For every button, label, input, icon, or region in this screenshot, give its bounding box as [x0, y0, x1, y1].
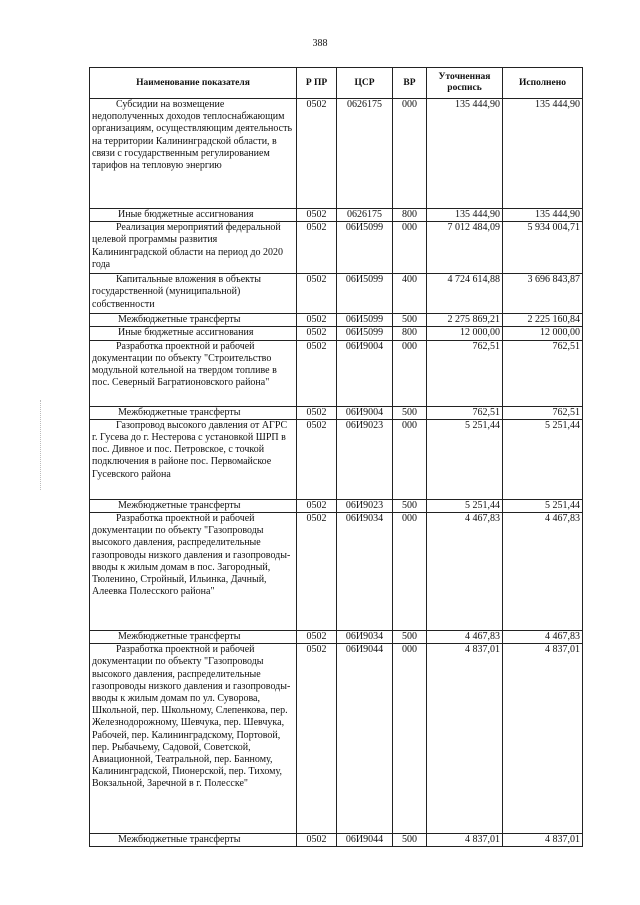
- table-row: [90, 314, 583, 327]
- table-row: [90, 274, 583, 314]
- table-header-row: [90, 68, 583, 99]
- cell-executed: 762,51: [503, 406, 583, 419]
- cell-rpr: 0502: [297, 327, 337, 340]
- cell-name: Субсидии на возмещение недополученных доходов теплоснабжающим организациям, осуществляющим деятельность на территории Калининградской области, в связи с государственным регулированием тарифов на тепловую энергию: [90, 99, 297, 209]
- scan-artifact: [40, 400, 43, 490]
- cell-name: Реализация мероприятий федеральной целевой программы развития Калининградской области на период до 2020 года: [90, 222, 297, 274]
- table-row: [90, 419, 583, 499]
- cell-vr: 800: [393, 209, 427, 222]
- cell-csr: 0626175: [337, 99, 393, 209]
- cell-executed: 762,51: [503, 340, 583, 406]
- cell-rpr: 0502: [297, 631, 337, 644]
- cell-csr: 06И9034: [337, 513, 393, 631]
- cell-name: Газопровод высокого давления от АГРС г. Гусева до г. Нестерова с установкой ШРП в пос. Дивное и пос. Петровское, с точкой подключения в районе пос. Первомайское Гусевского района: [90, 419, 297, 499]
- cell-csr: 06И9034: [337, 631, 393, 644]
- cell-csr: 06И9004: [337, 406, 393, 419]
- cell-vr: 000: [393, 419, 427, 499]
- cell-csr: 06И5099: [337, 314, 393, 327]
- cell-csr: 06И9004: [337, 340, 393, 406]
- table-row: [90, 222, 583, 274]
- cell-planned: 2 275 869,21: [427, 314, 503, 327]
- cell-rpr: 0502: [297, 274, 337, 314]
- cell-rpr: 0502: [297, 644, 337, 834]
- cell-planned: 4 837,01: [427, 644, 503, 834]
- cell-name: Межбюджетные трансферты: [90, 406, 297, 419]
- cell-name: Разработка проектной и рабочей документации по объекту "Газопроводы высокого давления, распределительные газопроводы низкого давления и газопроводы-вводы к жилым домам по ул. Суворова, Школьной, пер. Школьному, Слепенкова, пер. Железнодорожному, Шевчука, пер. Шевчука, Рабочей, пер. Калининградскому, Портовой, пер. Рыбачьему, Садовой, Советской, Авиационной, Театральной, пер. Банному, Калининградской, Пионерской, пер. Тихому, Вокзальной, Заречной в г. Полесске": [90, 644, 297, 834]
- cell-name: Межбюджетные трансферты: [90, 631, 297, 644]
- cell-planned: 135 444,90: [427, 209, 503, 222]
- cell-csr: 0626175: [337, 209, 393, 222]
- header-csr: ЦСР: [337, 68, 393, 99]
- cell-vr: 500: [393, 314, 427, 327]
- cell-executed: 5 934 004,71: [503, 222, 583, 274]
- cell-rpr: 0502: [297, 834, 337, 847]
- table-row: [90, 327, 583, 340]
- header-name: Наименование показателя: [90, 68, 297, 99]
- cell-csr: 06И9023: [337, 419, 393, 499]
- cell-csr: 06И5099: [337, 327, 393, 340]
- cell-vr: 800: [393, 327, 427, 340]
- cell-planned: 12 000,00: [427, 327, 503, 340]
- header-planned: Уточненная роспись: [427, 68, 503, 99]
- cell-vr: 500: [393, 631, 427, 644]
- cell-executed: 135 444,90: [503, 99, 583, 209]
- cell-rpr: 0502: [297, 209, 337, 222]
- cell-rpr: 0502: [297, 406, 337, 419]
- cell-name: Межбюджетные трансферты: [90, 314, 297, 327]
- cell-executed: 4 467,83: [503, 513, 583, 631]
- cell-executed: 3 696 843,87: [503, 274, 583, 314]
- budget-table: [89, 67, 583, 847]
- cell-name: Межбюджетные трансферты: [90, 499, 297, 512]
- header-rpr: Р ПР: [297, 68, 337, 99]
- cell-executed: 12 000,00: [503, 327, 583, 340]
- cell-name: Разработка проектной и рабочей документации по объекту "Строительство модульной котельной на твердом топливе в пос. Северный Багратионовского района": [90, 340, 297, 406]
- cell-planned: 4 724 614,88: [427, 274, 503, 314]
- cell-planned: 4 837,01: [427, 834, 503, 847]
- table-row: [90, 834, 583, 847]
- cell-executed: 4 467,83: [503, 631, 583, 644]
- cell-rpr: 0502: [297, 419, 337, 499]
- cell-csr: 06И5099: [337, 274, 393, 314]
- cell-vr: 000: [393, 513, 427, 631]
- cell-vr: 000: [393, 222, 427, 274]
- cell-name: Иные бюджетные ассигнования: [90, 327, 297, 340]
- cell-planned: 5 251,44: [427, 419, 503, 499]
- cell-executed: 5 251,44: [503, 419, 583, 499]
- header-executed: Исполнено: [503, 68, 583, 99]
- cell-planned: 762,51: [427, 406, 503, 419]
- cell-executed: 4 837,01: [503, 834, 583, 847]
- table-row: [90, 340, 583, 406]
- page-number: 388: [312, 38, 328, 49]
- cell-csr: 06И5099: [337, 222, 393, 274]
- cell-planned: 762,51: [427, 340, 503, 406]
- cell-executed: 135 444,90: [503, 209, 583, 222]
- cell-rpr: 0502: [297, 99, 337, 209]
- table-row: [90, 513, 583, 631]
- cell-csr: 06И9044: [337, 834, 393, 847]
- cell-executed: 2 225 160,84: [503, 314, 583, 327]
- cell-planned: 4 467,83: [427, 513, 503, 631]
- cell-vr: 500: [393, 406, 427, 419]
- cell-rpr: 0502: [297, 340, 337, 406]
- cell-planned: 5 251,44: [427, 499, 503, 512]
- cell-rpr: 0502: [297, 499, 337, 512]
- cell-vr: 500: [393, 834, 427, 847]
- cell-executed: 5 251,44: [503, 499, 583, 512]
- table-row: [90, 631, 583, 644]
- cell-csr: 06И9023: [337, 499, 393, 512]
- table-row: [90, 644, 583, 834]
- table-row: [90, 99, 583, 209]
- table-row: [90, 209, 583, 222]
- header-vr: ВР: [393, 68, 427, 99]
- cell-name: Межбюджетные трансферты: [90, 834, 297, 847]
- cell-vr: 400: [393, 274, 427, 314]
- cell-rpr: 0502: [297, 222, 337, 274]
- cell-vr: 500: [393, 499, 427, 512]
- table-row: [90, 499, 583, 512]
- cell-name: Разработка проектной и рабочей документации по объекту "Газопроводы высокого давления, распределительные газопроводы низкого давления и газопроводы-вводы к жилым домам в пос. Загородный, Тюленино, Стройный, Ильинка, Дачный, Алеевка Полесского района": [90, 513, 297, 631]
- cell-vr: 000: [393, 99, 427, 209]
- cell-vr: 000: [393, 644, 427, 834]
- cell-vr: 000: [393, 340, 427, 406]
- cell-rpr: 0502: [297, 513, 337, 631]
- cell-csr: 06И9044: [337, 644, 393, 834]
- table-row: [90, 406, 583, 419]
- cell-rpr: 0502: [297, 314, 337, 327]
- cell-planned: 7 012 484,09: [427, 222, 503, 274]
- cell-name: Иные бюджетные ассигнования: [90, 209, 297, 222]
- cell-planned: 4 467,83: [427, 631, 503, 644]
- cell-planned: 135 444,90: [427, 99, 503, 209]
- cell-name: Капитальные вложения в объекты государственной (муниципальной) собственности: [90, 274, 297, 314]
- cell-executed: 4 837,01: [503, 644, 583, 834]
